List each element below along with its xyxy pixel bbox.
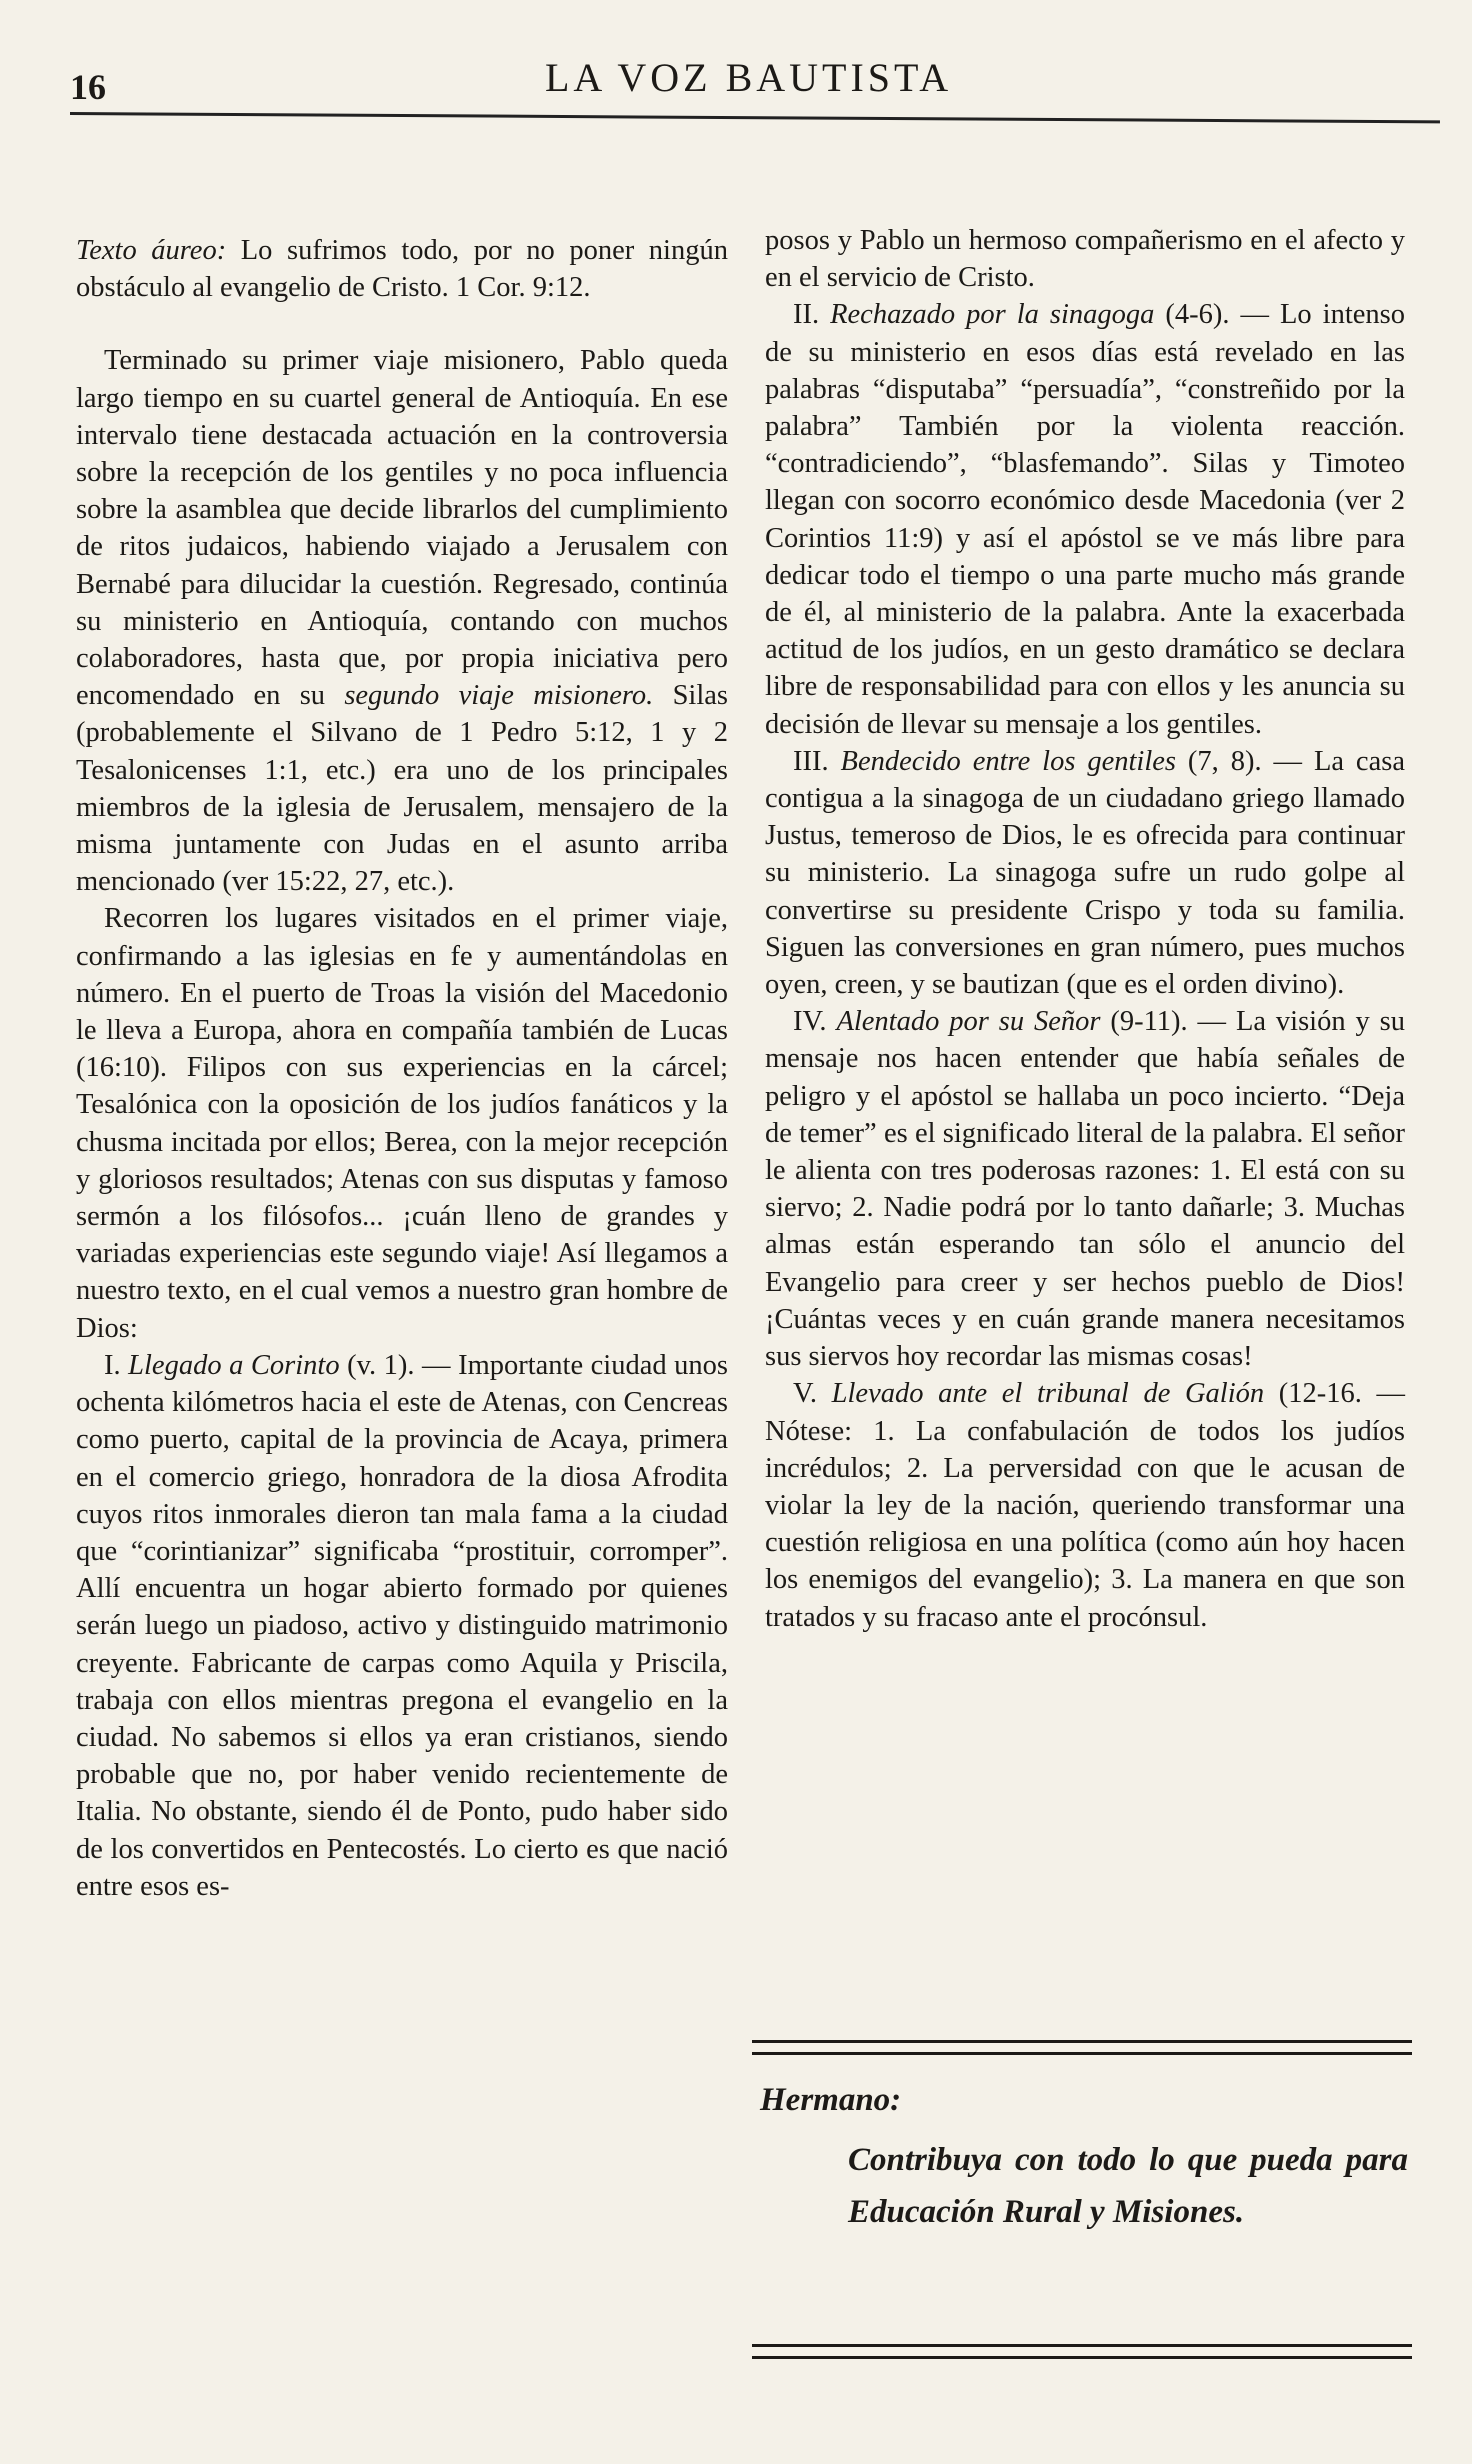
appeal-body: Contribuya con todo lo que pueda para Educación Rural y Misiones. xyxy=(848,2142,1408,2230)
paragraph-intro-text-end: Silas (probablemente el Silvano de 1 Pedro 5:12, 1 y 2 Tesalonicenses 1:1, etc.) era uno de los principales miembros de la iglesia de Jerusalem, mensajero de la misma juntamente con Judas en el asunto arriba mencionado (ver 15:22, 27, etc.). xyxy=(76,680,728,898)
paragraph-section-4 xyxy=(765,1003,1405,1375)
left-column xyxy=(76,232,728,1905)
paragraph-continued: posos y Pablo un hermoso compañerismo en el afecto y en el servicio de Cristo. xyxy=(765,225,1405,294)
right-column xyxy=(765,222,1405,1636)
paragraph-intro-text: Terminado su primer viaje misionero, Pablo queda largo tiempo en su cuartel general de Antioquía. En ese intervalo tiene destacada actuación en la controversia sobre la recepción de los gentiles y no poca influencia sobre la asamblea que decide librarlos del cumplimiento de ritos judaicos, habiendo viajado a Jerusalem con Bernabé para dilucidar la cuestión. Regresado, continúa su ministerio en Antioquía, contando con muchos colaboradores, hasta que, por propia iniciativa pero encomendado en su xyxy=(76,345,728,712)
page-number: 16 xyxy=(70,67,106,107)
section-number: II. xyxy=(793,299,831,331)
appeal-title: Hermano: xyxy=(760,2082,902,2118)
section-number: V. xyxy=(793,1378,832,1410)
golden-text-body: Lo sufrimos todo, por no poner ningún obstáculo al evangelio de Cristo. 1 Cor. 9:12. xyxy=(76,235,728,304)
paragraph-intro-italic: segundo viaje misionero. xyxy=(344,680,654,712)
section-number: I. xyxy=(104,1349,129,1381)
paragraph-section-1 xyxy=(76,1347,728,1905)
golden-text-label: Texto áureo: xyxy=(76,235,227,266)
section-number: IV. xyxy=(793,1006,837,1038)
section-heading: Llevado ante el tribunal de Galión xyxy=(831,1378,1265,1410)
section-heading: Llegado a Corinto xyxy=(128,1349,340,1381)
section-heading: Rechazado por la sinagoga xyxy=(830,299,1155,331)
header-rule xyxy=(70,112,1440,123)
paragraph-section-2 xyxy=(765,296,1405,742)
paragraph-journey: Recorren los lugares visitados en el primer viaje, confirmando a las iglesias en fe y aumentándolas en número. En el puerto de Troas la visión del Macedonio le lleva a Europa, ahora en compañía también de Lucas (16:10). Filipos con sus experiencias en la cárcel; Tesalónica con la oposición de los judíos fanáticos y la chusma incitada por ellos; Berea, con la mejor recepción y gloriosos resultados; Atenas con sus disputas y famoso sermón a los filósofos... ¡cuán lleno de grandes y variadas experiencias este segundo viaje! Así llegamos a nuestro texto, en el cual vemos a nuestro gran hombre de Dios: xyxy=(76,903,728,1344)
section-text: (7, 8). — La casa contigua a la sinagoga de un ciudadano griego llamado Justus, temeroso de Dios, le es ofrecida para continuar su ministerio. La sinagoga sufre un rudo golpe al convertirse su presidente Crispo y toda su familia. Siguen las conversiones en gran número, pues muchos oyen, creen, y se bautizan (que es el orden divino). xyxy=(765,745,1405,1001)
golden-text xyxy=(76,232,728,306)
paragraph-section-5 xyxy=(765,1375,1405,1635)
section-text: (9-11). — La visión y su mensaje nos hacen entender que había señales de peligro y el apóstol se hallaba un poco incierto. “Deja de temer” es el significado literal de la palabra. El señor le alienta con tres poderosas razones: 1. El está con su siervo; 2. Nadie podrá por lo tanto dañarle; 3. Muchas almas están esperando tan sólo el anuncio del Evangelio para creer y ser hechos pueblo de Dios! ¡Cuántas veces y en cuán grande manera necesitamos sus siervos hoy recordar las mismas cosas! xyxy=(765,1006,1405,1373)
section-heading: Alentado por su Señor xyxy=(836,1006,1101,1038)
paragraph-section-3 xyxy=(765,743,1405,1003)
section-heading: Bendecido entre los gentiles xyxy=(840,745,1176,777)
section-number: III. xyxy=(793,745,841,777)
appeal-bottom-rule xyxy=(752,2344,1412,2359)
running-title: LA VOZ BAUTISTA xyxy=(545,55,953,100)
section-text: (4-6). — Lo intenso de su ministerio en esos días está revelado en las palabras “disputaba” “persuadía”, “constreñido por la palabra” También por la violenta reacción. “contradiciendo”, “blasfemando”. Silas y Timoteo llegan con socorro económico desde Macedonia (ver 2 Corintios 11:9) y así el apóstol se ve más libre para dedicar todo el tiempo o una parte mucho más grande de él, al ministerio de la palabra. Ante la exacerbada actitud de los judíos, en un gesto dramático se declara libre de responsabilidad para con ellos y les anuncia su decisión de llevar su mensaje a los gentiles. xyxy=(765,299,1405,740)
appeal-top-rule xyxy=(752,2040,1412,2055)
section-text: (v. 1). — Importante ciudad unos ochenta kilómetros hacia el este de Atenas, con Cencreas como puerto, capital de la provincia de Acaya, primera en el comercio griego, honradora de la diosa Afrodita cuyos ritos inmorales dieron tan mala fama a la ciudad que “corintianizar” significaba “prostituir, corromper”. Allí encuentra un hogar abierto formado por quienes serán luego un piadoso, activo y distinguido matrimonio creyente. Fabricante de carpas como Aquila y Priscila, trabaja con ellos mientras pregona el evangelio en la ciudad. No sabemos si ellos ya eran cristianos, siendo probable que no, por haber venido recientemente de Italia. No obstante, siendo él de Ponto, pudo haber sido de los convertidos en Pentecostés. Lo cierto es que nació entre esos es- xyxy=(76,1349,728,1902)
paragraph-intro xyxy=(76,342,728,900)
page-header xyxy=(70,48,1440,118)
section-text: (12-16. — Nótese: 1. La confabulación de todos los judíos incrédulos; 2. La perversidad con que le acusan de violar la ley de la nación, queriendo transformar una cuestión religiosa en una política (como aún hoy hacen los enemigos del evangelio); 3. La manera en que son tratados y su fracaso ante el procónsul. xyxy=(765,1378,1405,1633)
